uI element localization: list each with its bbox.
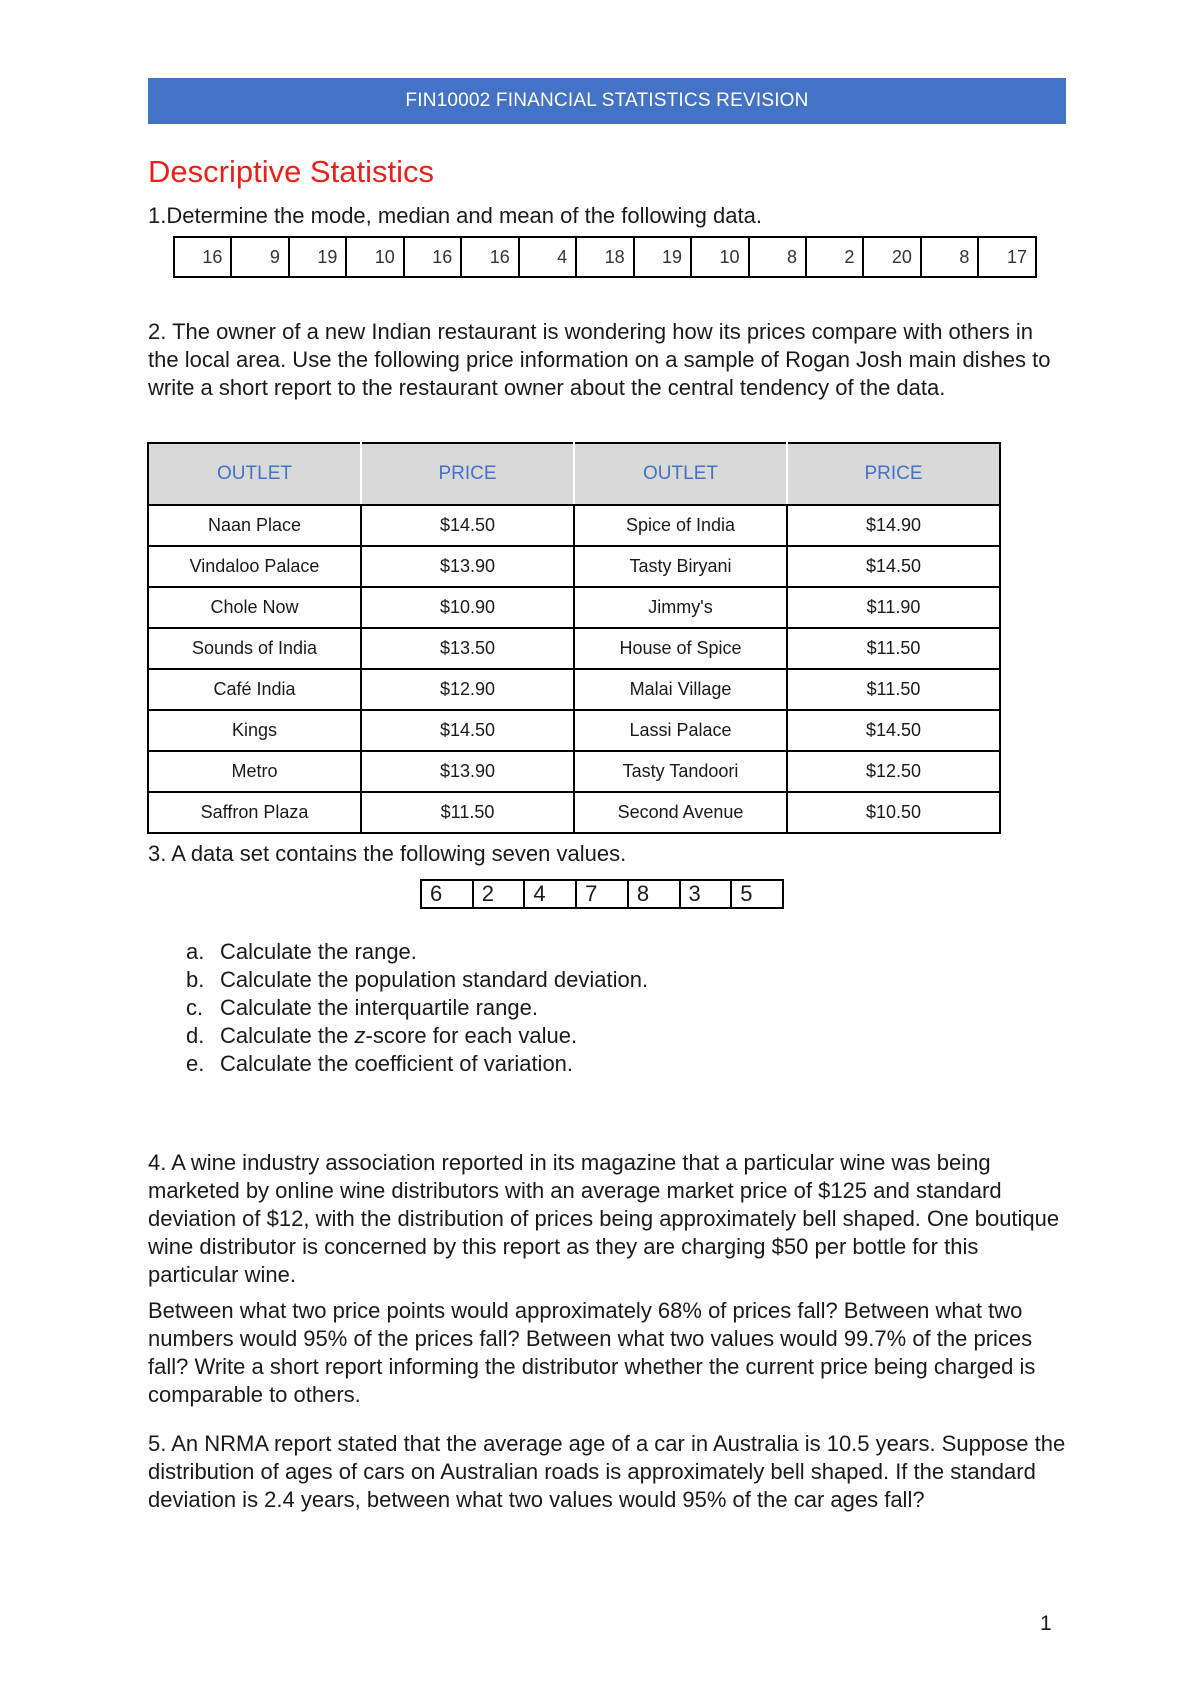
- question-5-text: 5. An NRMA report stated that the average age of a car in Australia is 10.5 years. Suppose the distribution of ages of cars on Australian roads is approximately bell shaped. If the standard deviation is 2.4 years, between what two values would 95% of the car ages fall?: [148, 1431, 1066, 1512]
- list-item: [186, 966, 648, 994]
- list-item-letter: c.: [186, 995, 204, 1020]
- question-4-text: 4. A wine industry association reported in its magazine that a particular wine was being marketed by online wine distributors with an average market price of $125 and standard deviation of $12, with the distribution of prices being approximately bell shaped. One boutique wine distributor is concerned by this report as they are charging $50 per bottle for this particular wine.: [148, 1150, 1060, 1287]
- data-cell: 8: [749, 237, 806, 277]
- data-cell: 4: [519, 237, 576, 277]
- price-table: [147, 442, 1001, 834]
- table-row: [174, 237, 1036, 277]
- table-row: [148, 669, 1000, 710]
- list-item-letter: a.: [186, 939, 205, 964]
- price-cell: $14.90: [787, 505, 1000, 546]
- list-item: [186, 994, 648, 1022]
- question-2-text: 2. The owner of a new Indian restaurant is wondering how its prices compare with others in the local area. Use the following price information on a sample of Rogan Josh main dishes to write a short report to the restaurant owner about the central tendency of the data.: [148, 319, 1051, 400]
- table-row: [148, 587, 1000, 628]
- data-cell: 5: [731, 880, 783, 908]
- outlet-cell: Tasty Biryani: [574, 546, 787, 587]
- price-cell: $13.90: [361, 751, 574, 792]
- data-cell: 8: [921, 237, 978, 277]
- price-cell: $11.50: [787, 628, 1000, 669]
- question-3-task-list: [186, 938, 648, 1078]
- table-row: [148, 792, 1000, 833]
- price-cell: $12.90: [361, 669, 574, 710]
- table-row: [148, 710, 1000, 751]
- document-title: FIN10002 FINANCIAL STATISTICS REVISION: [405, 90, 809, 111]
- table-row: [148, 505, 1000, 546]
- price-cell: $14.50: [787, 710, 1000, 751]
- price-cell: $11.50: [361, 792, 574, 833]
- column-header: PRICE: [787, 443, 1000, 505]
- price-cell: $13.50: [361, 628, 574, 669]
- list-item-text: [220, 1022, 577, 1050]
- data-cell: 4: [524, 880, 576, 908]
- price-cell: $12.50: [787, 751, 1000, 792]
- data-cell: 8: [628, 880, 680, 908]
- price-cell: $14.50: [361, 505, 574, 546]
- column-header: OUTLET: [574, 443, 787, 505]
- question-1-text: 1.Determine the mode, median and mean of the following data.: [148, 203, 762, 228]
- outlet-cell: Second Avenue: [574, 792, 787, 833]
- data-cell: 10: [346, 237, 403, 277]
- list-item: [186, 938, 648, 966]
- price-cell: $10.90: [361, 587, 574, 628]
- price-cell: $10.50: [787, 792, 1000, 833]
- data-cell: 6: [421, 880, 473, 908]
- data-cell: 19: [289, 237, 346, 277]
- question-4-followup-text: Between what two price points would approximately 68% of prices fall? Between what two numbers would 95% of the prices fall? Between what two values would 99.7% of the prices fall? Write a short report informing the distributor whether the current price being charged is comparable to others.: [148, 1298, 1036, 1407]
- column-header: OUTLET: [148, 443, 361, 505]
- list-item-letter: b.: [186, 967, 205, 992]
- price-cell: $14.50: [787, 546, 1000, 587]
- list-item-letter: e.: [186, 1051, 205, 1076]
- outlet-cell: Kings: [148, 710, 361, 751]
- table-header-row: [148, 443, 1000, 505]
- data-cell: 9: [231, 237, 288, 277]
- data-cell: 3: [680, 880, 732, 908]
- data-cell: 16: [174, 237, 231, 277]
- list-item: [186, 1050, 648, 1078]
- list-item-text-post: -score for each value.: [365, 1023, 578, 1048]
- table-row: [148, 546, 1000, 587]
- outlet-cell: Saffron Plaza: [148, 792, 361, 833]
- data-cell: 16: [404, 237, 461, 277]
- data-cell: 2: [806, 237, 863, 277]
- list-item-text-pre: Calculate the: [220, 1023, 355, 1048]
- price-cell: $11.50: [787, 669, 1000, 710]
- price-cell: $13.90: [361, 546, 574, 587]
- outlet-cell: Jimmy's: [574, 587, 787, 628]
- data-cell: 17: [978, 237, 1036, 277]
- page-number: 1: [1040, 1612, 1052, 1635]
- outlet-cell: House of Spice: [574, 628, 787, 669]
- list-item-text: Calculate the range.: [220, 939, 417, 964]
- table-row: [148, 751, 1000, 792]
- data-cell: 7: [576, 880, 628, 908]
- question-3-text: 3. A data set contains the following seven values.: [148, 841, 627, 866]
- page-header-banner: [148, 78, 1066, 124]
- column-header: PRICE: [361, 443, 574, 505]
- outlet-cell: Tasty Tandoori: [574, 751, 787, 792]
- outlet-cell: Sounds of India: [148, 628, 361, 669]
- outlet-cell: Spice of India: [574, 505, 787, 546]
- list-item-letter: d.: [186, 1023, 205, 1048]
- list-item-text: Calculate the population standard deviation.: [220, 967, 649, 992]
- list-item: [186, 1022, 648, 1050]
- outlet-cell: Metro: [148, 751, 361, 792]
- data-cell: 20: [863, 237, 920, 277]
- outlet-cell: Vindaloo Palace: [148, 546, 361, 587]
- data-cell: 16: [461, 237, 518, 277]
- list-item-text: Calculate the interquartile range.: [220, 995, 538, 1020]
- table-row: [421, 880, 783, 908]
- section-heading: Descriptive Statistics: [148, 154, 434, 189]
- outlet-cell: Café India: [148, 669, 361, 710]
- price-cell: $11.90: [787, 587, 1000, 628]
- outlet-cell: Naan Place: [148, 505, 361, 546]
- outlet-cell: Chole Now: [148, 587, 361, 628]
- question-3-data-table: [420, 879, 784, 909]
- data-cell: 2: [473, 880, 525, 908]
- question-1-data-table: [173, 236, 1037, 278]
- data-cell: 10: [691, 237, 748, 277]
- table-row: [148, 628, 1000, 669]
- z-variable: z: [354, 1023, 366, 1048]
- price-cell: $14.50: [361, 710, 574, 751]
- list-item-text: Calculate the coefficient of variation.: [220, 1051, 574, 1076]
- outlet-cell: Malai Village: [574, 669, 787, 710]
- data-cell: 18: [576, 237, 633, 277]
- outlet-cell: Lassi Palace: [574, 710, 787, 751]
- data-cell: 19: [634, 237, 691, 277]
